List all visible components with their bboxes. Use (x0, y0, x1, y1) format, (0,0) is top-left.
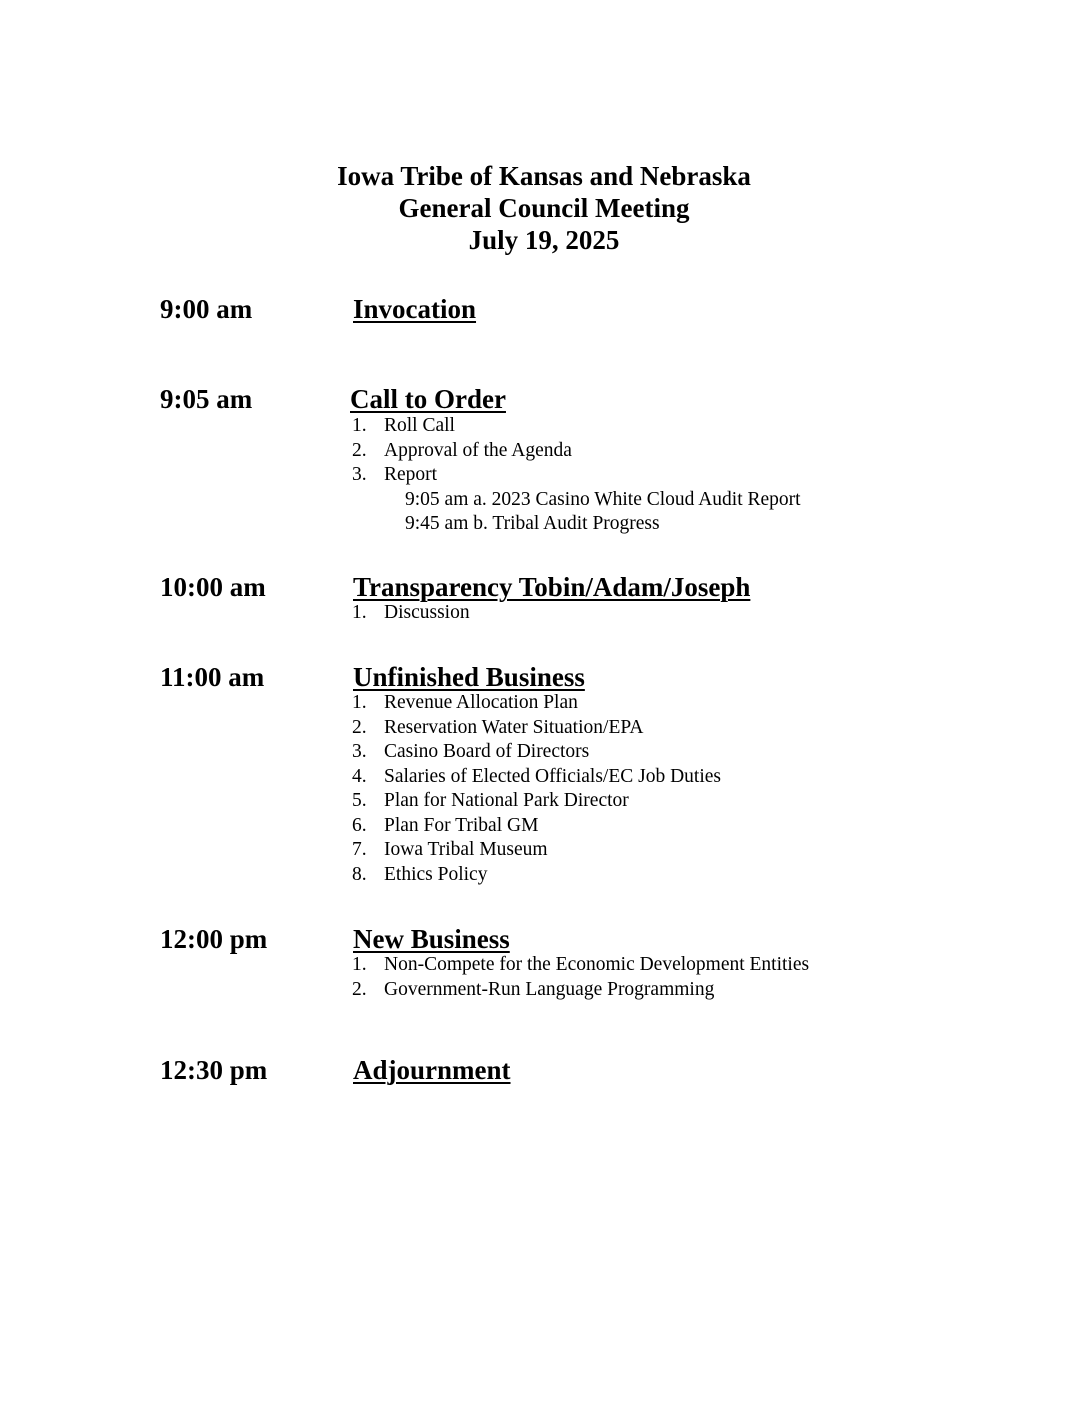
agenda-title: Adjournment (353, 1055, 511, 1085)
list-item: 2. Government-Run Language Programming (352, 978, 715, 1000)
agenda-item-list (352, 691, 721, 887)
list-item: 2. Reservation Water Situation/EPA (352, 716, 644, 738)
agenda-title: Transparency Tobin/Adam/Joseph (353, 572, 751, 602)
meeting-date: July 19, 2025 (468, 225, 620, 255)
document-header (0, 160, 1088, 256)
list-item: 3. Casino Board of Directors (352, 741, 590, 762)
list-item: 8. Ethics Policy (352, 863, 488, 885)
agenda-time: 9:00 am (160, 294, 253, 324)
sub-item: 9:45 am b. Tribal Audit Progress (405, 513, 660, 534)
list-item: 1. Discussion (352, 602, 470, 623)
agenda-title: Invocation (353, 294, 477, 324)
list-item: 1. Non-Compete for the Economic Development Entities (352, 954, 810, 975)
list-item: 4. Salaries of Elected Officials/EC Job Duties (352, 765, 722, 787)
meeting-name: General Council Meeting (398, 193, 690, 223)
list-item: 5. Plan for National Park Director (352, 790, 629, 811)
agenda-time: 12:00 pm (160, 924, 268, 954)
list-item: 1. Roll Call (352, 415, 455, 436)
agenda-time: 9:05 am (160, 384, 253, 414)
list-item: 3. Report (352, 464, 438, 485)
agenda-item-list (352, 953, 809, 1002)
agenda-time: 12:30 pm (160, 1055, 268, 1085)
list-item: 7. Iowa Tribal Museum (352, 839, 548, 860)
agenda-title: Unfinished Business (353, 662, 585, 692)
list-item: 6. Plan For Tribal GM (352, 814, 539, 836)
agenda-title: Call to Order (350, 384, 506, 414)
agenda-time: 11:00 am (160, 662, 265, 692)
agenda-item-list (352, 601, 470, 626)
agenda-item-list (352, 414, 801, 537)
sub-item: 9:05 am a. 2023 Casino White Cloud Audit Report (405, 488, 801, 510)
list-item: 2. Approval of the Agenda (352, 439, 572, 461)
agenda-title: New Business (353, 924, 510, 954)
agenda-time: 10:00 am (160, 572, 266, 602)
organization-name: Iowa Tribe of Kansas and Nebraska (337, 161, 751, 191)
list-item: 1. Revenue Allocation Plan (352, 692, 578, 713)
